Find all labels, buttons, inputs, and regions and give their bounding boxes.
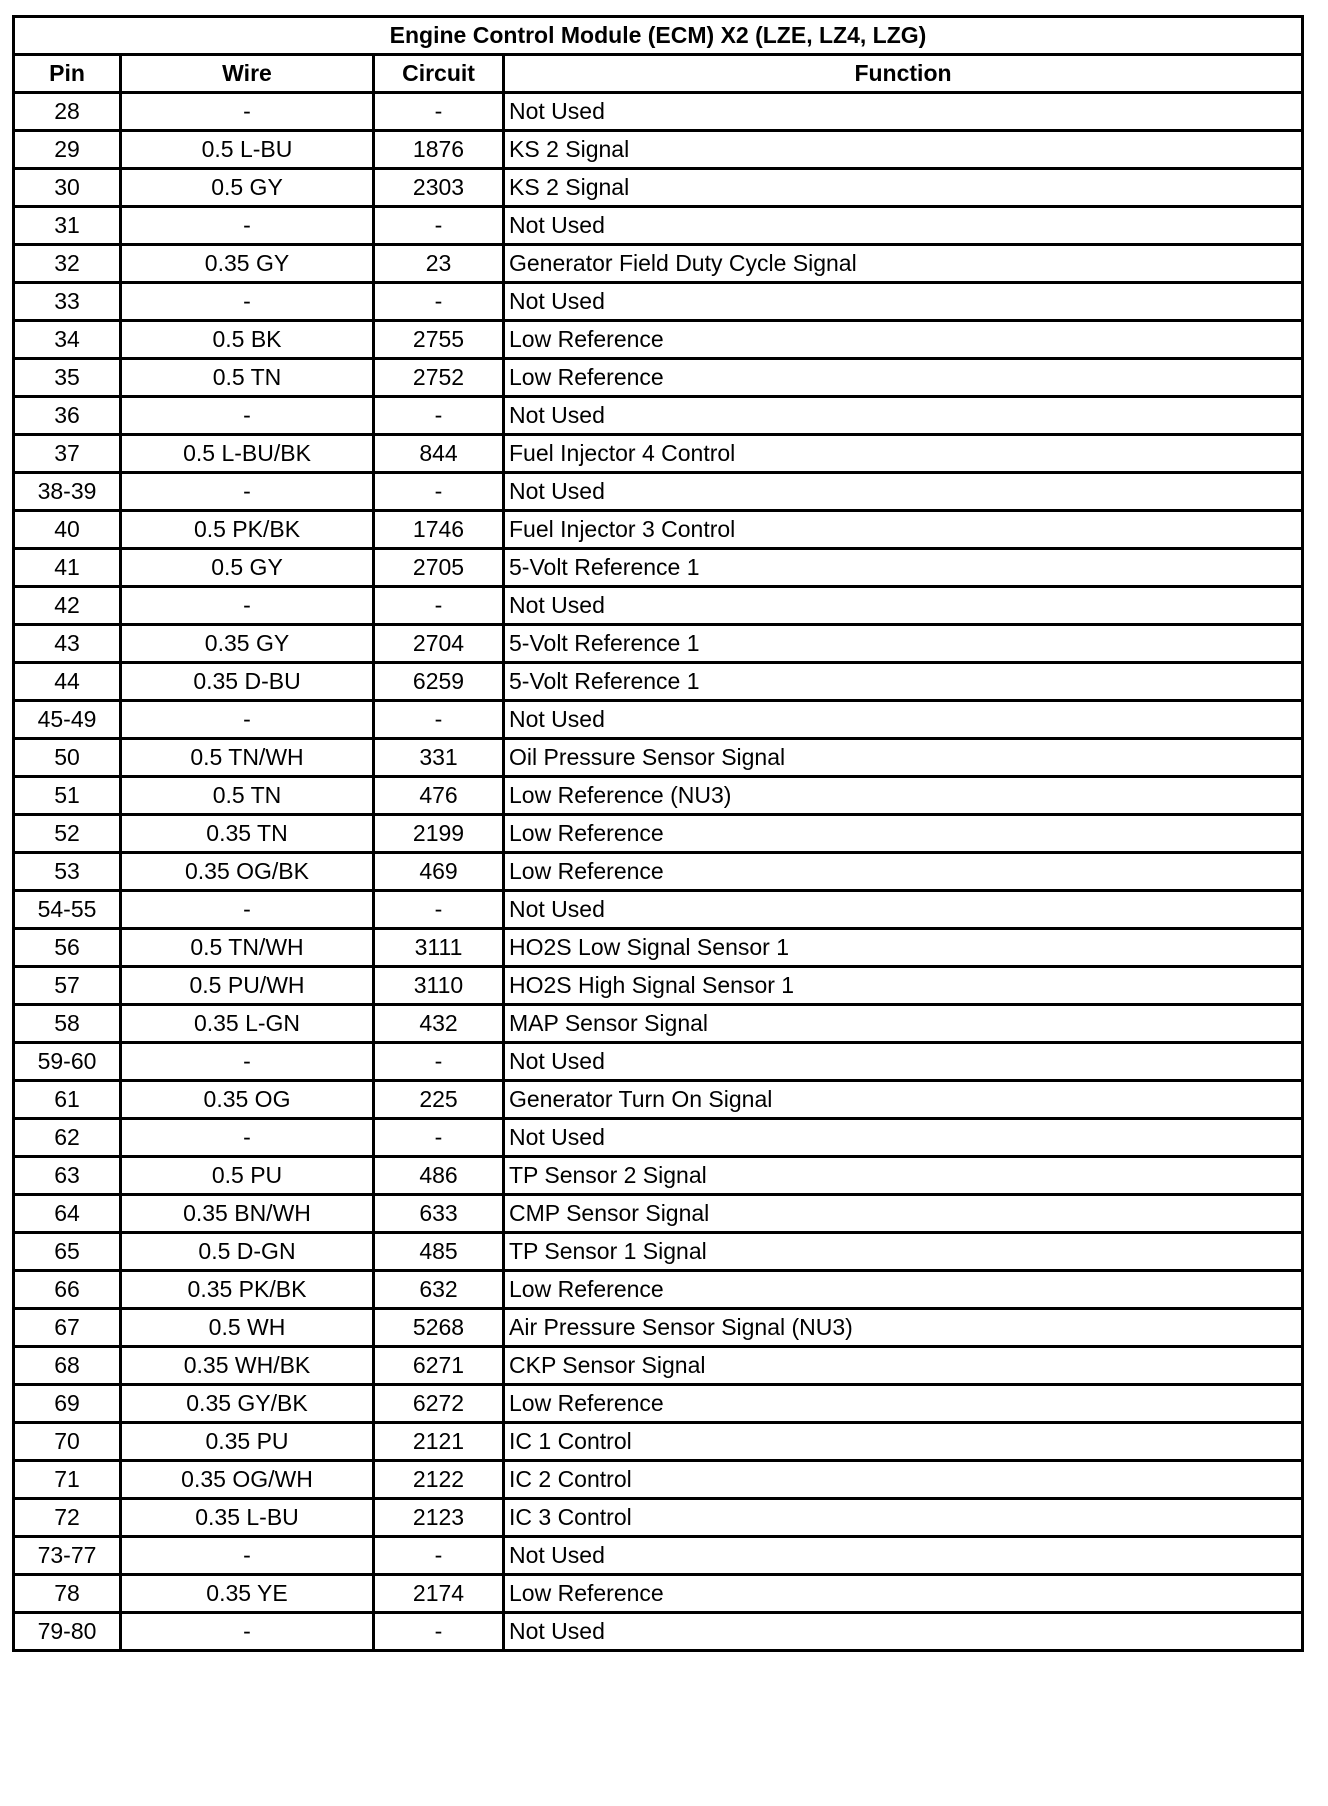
pin-cell: 35 [14, 359, 121, 397]
pin-cell: 52 [14, 815, 121, 853]
pin-cell: 51 [14, 777, 121, 815]
circuit-cell: - [374, 587, 504, 625]
wire-cell: 0.35 YE [121, 1575, 374, 1613]
function-cell: Not Used [504, 207, 1303, 245]
function-cell: Low Reference [504, 1575, 1303, 1613]
table-row [14, 1499, 1303, 1537]
table-row [14, 1537, 1303, 1575]
pin-cell: 32 [14, 245, 121, 283]
function-cell: TP Sensor 2 Signal [504, 1157, 1303, 1195]
circuit-cell: 633 [374, 1195, 504, 1233]
pin-cell: 72 [14, 1499, 121, 1537]
pin-cell: 61 [14, 1081, 121, 1119]
circuit-cell: - [374, 93, 504, 131]
circuit-cell: 2122 [374, 1461, 504, 1499]
circuit-cell: 485 [374, 1233, 504, 1271]
table-row [14, 663, 1303, 701]
function-cell: CMP Sensor Signal [504, 1195, 1303, 1233]
circuit-cell: 6272 [374, 1385, 504, 1423]
table-row [14, 587, 1303, 625]
pin-cell: 53 [14, 853, 121, 891]
circuit-cell: - [374, 1537, 504, 1575]
pin-cell: 29 [14, 131, 121, 169]
pin-cell: 31 [14, 207, 121, 245]
circuit-cell: 2174 [374, 1575, 504, 1613]
circuit-cell: 432 [374, 1005, 504, 1043]
circuit-cell: - [374, 891, 504, 929]
function-cell: Not Used [504, 701, 1303, 739]
wire-cell: 0.35 PK/BK [121, 1271, 374, 1309]
table-row [14, 321, 1303, 359]
function-cell: Fuel Injector 4 Control [504, 435, 1303, 473]
table-row [14, 1043, 1303, 1081]
function-cell: HO2S Low Signal Sensor 1 [504, 929, 1303, 967]
table-row [14, 473, 1303, 511]
function-cell: HO2S High Signal Sensor 1 [504, 967, 1303, 1005]
function-cell: KS 2 Signal [504, 131, 1303, 169]
wire-cell: 0.35 L-GN [121, 1005, 374, 1043]
pin-cell: 70 [14, 1423, 121, 1461]
pin-cell: 63 [14, 1157, 121, 1195]
function-cell: Low Reference (NU3) [504, 777, 1303, 815]
table-row [14, 1423, 1303, 1461]
wire-cell: 0.35 GY [121, 625, 374, 663]
table-row [14, 1157, 1303, 1195]
table-row [14, 967, 1303, 1005]
circuit-cell: - [374, 207, 504, 245]
table-row [14, 207, 1303, 245]
table-row [14, 359, 1303, 397]
circuit-cell: - [374, 1613, 504, 1651]
function-cell: Air Pressure Sensor Signal (NU3) [504, 1309, 1303, 1347]
function-cell: Low Reference [504, 853, 1303, 891]
wire-cell: - [121, 1537, 374, 1575]
function-cell: Not Used [504, 1613, 1303, 1651]
pin-cell: 78 [14, 1575, 121, 1613]
pin-cell: 69 [14, 1385, 121, 1423]
wire-cell: 0.35 OG/BK [121, 853, 374, 891]
circuit-cell: 331 [374, 739, 504, 777]
function-cell: Not Used [504, 473, 1303, 511]
table-row [14, 625, 1303, 663]
wire-cell: 0.5 GY [121, 549, 374, 587]
pin-cell: 71 [14, 1461, 121, 1499]
pin-cell: 64 [14, 1195, 121, 1233]
table-row [14, 777, 1303, 815]
function-cell: Not Used [504, 1119, 1303, 1157]
pin-cell: 66 [14, 1271, 121, 1309]
table-row [14, 701, 1303, 739]
table-row [14, 549, 1303, 587]
pin-cell: 43 [14, 625, 121, 663]
function-cell: Generator Turn On Signal [504, 1081, 1303, 1119]
function-cell: KS 2 Signal [504, 169, 1303, 207]
circuit-cell: 1876 [374, 131, 504, 169]
table-row [14, 435, 1303, 473]
pin-cell: 54-55 [14, 891, 121, 929]
table-row [14, 1461, 1303, 1499]
pin-cell: 37 [14, 435, 121, 473]
wire-cell: - [121, 701, 374, 739]
table-row [14, 131, 1303, 169]
function-cell: Generator Field Duty Cycle Signal [504, 245, 1303, 283]
circuit-cell: 225 [374, 1081, 504, 1119]
circuit-cell: 632 [374, 1271, 504, 1309]
table-row [14, 1195, 1303, 1233]
function-cell: 5-Volt Reference 1 [504, 663, 1303, 701]
wire-cell: 0.35 D-BU [121, 663, 374, 701]
circuit-cell: 2121 [374, 1423, 504, 1461]
pin-cell: 33 [14, 283, 121, 321]
pin-cell: 79-80 [14, 1613, 121, 1651]
header-pin: Pin [14, 55, 121, 93]
table-row [14, 1119, 1303, 1157]
function-cell: Not Used [504, 397, 1303, 435]
pin-cell: 65 [14, 1233, 121, 1271]
function-cell: TP Sensor 1 Signal [504, 1233, 1303, 1271]
circuit-cell: 844 [374, 435, 504, 473]
circuit-cell: - [374, 397, 504, 435]
table-row [14, 1385, 1303, 1423]
table-body [14, 93, 1303, 1651]
wire-cell: 0.5 WH [121, 1309, 374, 1347]
function-cell: 5-Volt Reference 1 [504, 549, 1303, 587]
wire-cell: - [121, 891, 374, 929]
circuit-cell: 486 [374, 1157, 504, 1195]
circuit-cell: 1746 [374, 511, 504, 549]
table-title: Engine Control Module (ECM) X2 (LZE, LZ4, LZG) [14, 17, 1303, 55]
function-cell: Not Used [504, 93, 1303, 131]
wire-cell: 0.5 PU [121, 1157, 374, 1195]
table-row [14, 929, 1303, 967]
table-row [14, 283, 1303, 321]
function-cell: Not Used [504, 587, 1303, 625]
table-row [14, 853, 1303, 891]
wire-cell: - [121, 397, 374, 435]
wire-cell: - [121, 473, 374, 511]
function-cell: CKP Sensor Signal [504, 1347, 1303, 1385]
circuit-cell: 6271 [374, 1347, 504, 1385]
table-row [14, 1271, 1303, 1309]
table-row [14, 1233, 1303, 1271]
circuit-cell: - [374, 1043, 504, 1081]
wire-cell: - [121, 1043, 374, 1081]
circuit-cell: 469 [374, 853, 504, 891]
pin-cell: 36 [14, 397, 121, 435]
pin-cell: 28 [14, 93, 121, 131]
wire-cell: - [121, 283, 374, 321]
pin-cell: 67 [14, 1309, 121, 1347]
table-row [14, 511, 1303, 549]
wire-cell: - [121, 207, 374, 245]
circuit-cell: 23 [374, 245, 504, 283]
header-wire: Wire [121, 55, 374, 93]
wire-cell: - [121, 1119, 374, 1157]
circuit-cell: 2752 [374, 359, 504, 397]
wire-cell: 0.5 L-BU [121, 131, 374, 169]
circuit-cell: 2704 [374, 625, 504, 663]
pin-cell: 68 [14, 1347, 121, 1385]
function-cell: Fuel Injector 3 Control [504, 511, 1303, 549]
table-row [14, 1005, 1303, 1043]
circuit-cell: 6259 [374, 663, 504, 701]
header-function: Function [504, 55, 1303, 93]
table-row [14, 815, 1303, 853]
table-title-row [14, 17, 1303, 55]
table-row [14, 93, 1303, 131]
circuit-cell: 2123 [374, 1499, 504, 1537]
wire-cell: - [121, 587, 374, 625]
circuit-cell: - [374, 473, 504, 511]
circuit-cell: - [374, 1119, 504, 1157]
wire-cell: 0.35 GY/BK [121, 1385, 374, 1423]
pin-cell: 41 [14, 549, 121, 587]
function-cell: IC 2 Control [504, 1461, 1303, 1499]
circuit-cell: - [374, 701, 504, 739]
circuit-cell: 2705 [374, 549, 504, 587]
pin-cell: 45-49 [14, 701, 121, 739]
table-header-row [14, 55, 1303, 93]
table-row [14, 1309, 1303, 1347]
ecm-pinout-table [12, 15, 1304, 1652]
table-row [14, 739, 1303, 777]
function-cell: Low Reference [504, 815, 1303, 853]
table-row [14, 245, 1303, 283]
pin-cell: 56 [14, 929, 121, 967]
circuit-cell: 2755 [374, 321, 504, 359]
pin-cell: 62 [14, 1119, 121, 1157]
function-cell: Not Used [504, 891, 1303, 929]
table-row [14, 1613, 1303, 1651]
table-row [14, 1575, 1303, 1613]
wire-cell: 0.5 D-GN [121, 1233, 374, 1271]
wire-cell: 0.5 TN [121, 777, 374, 815]
pin-cell: 40 [14, 511, 121, 549]
table-row [14, 169, 1303, 207]
pin-cell: 50 [14, 739, 121, 777]
wire-cell: - [121, 1613, 374, 1651]
circuit-cell: 5268 [374, 1309, 504, 1347]
wire-cell: 0.35 BN/WH [121, 1195, 374, 1233]
pin-cell: 34 [14, 321, 121, 359]
function-cell: MAP Sensor Signal [504, 1005, 1303, 1043]
table-row [14, 1081, 1303, 1119]
wire-cell: 0.35 OG [121, 1081, 374, 1119]
wire-cell: 0.35 WH/BK [121, 1347, 374, 1385]
table-row [14, 397, 1303, 435]
header-circuit: Circuit [374, 55, 504, 93]
function-cell: Not Used [504, 1043, 1303, 1081]
table-row [14, 891, 1303, 929]
wire-cell: 0.35 TN [121, 815, 374, 853]
table-row [14, 1347, 1303, 1385]
wire-cell: - [121, 93, 374, 131]
function-cell: 5-Volt Reference 1 [504, 625, 1303, 663]
wire-cell: 0.5 TN/WH [121, 739, 374, 777]
function-cell: Low Reference [504, 359, 1303, 397]
pin-cell: 58 [14, 1005, 121, 1043]
circuit-cell: 476 [374, 777, 504, 815]
wire-cell: 0.35 OG/WH [121, 1461, 374, 1499]
wire-cell: 0.5 TN [121, 359, 374, 397]
function-cell: Low Reference [504, 1385, 1303, 1423]
pin-cell: 59-60 [14, 1043, 121, 1081]
pin-cell: 73-77 [14, 1537, 121, 1575]
wire-cell: 0.5 PU/WH [121, 967, 374, 1005]
wire-cell: 0.5 L-BU/BK [121, 435, 374, 473]
pin-cell: 30 [14, 169, 121, 207]
function-cell: Not Used [504, 1537, 1303, 1575]
circuit-cell: 3110 [374, 967, 504, 1005]
wire-cell: 0.35 L-BU [121, 1499, 374, 1537]
wire-cell: 0.35 GY [121, 245, 374, 283]
circuit-cell: 3111 [374, 929, 504, 967]
wire-cell: 0.35 PU [121, 1423, 374, 1461]
function-cell: Oil Pressure Sensor Signal [504, 739, 1303, 777]
circuit-cell: 2199 [374, 815, 504, 853]
function-cell: Low Reference [504, 321, 1303, 359]
wire-cell: 0.5 BK [121, 321, 374, 359]
circuit-cell: 2303 [374, 169, 504, 207]
function-cell: Not Used [504, 283, 1303, 321]
pin-cell: 42 [14, 587, 121, 625]
pin-cell: 57 [14, 967, 121, 1005]
function-cell: IC 1 Control [504, 1423, 1303, 1461]
function-cell: IC 3 Control [504, 1499, 1303, 1537]
wire-cell: 0.5 GY [121, 169, 374, 207]
circuit-cell: - [374, 283, 504, 321]
pin-cell: 44 [14, 663, 121, 701]
wire-cell: 0.5 TN/WH [121, 929, 374, 967]
function-cell: Low Reference [504, 1271, 1303, 1309]
pin-cell: 38-39 [14, 473, 121, 511]
wire-cell: 0.5 PK/BK [121, 511, 374, 549]
